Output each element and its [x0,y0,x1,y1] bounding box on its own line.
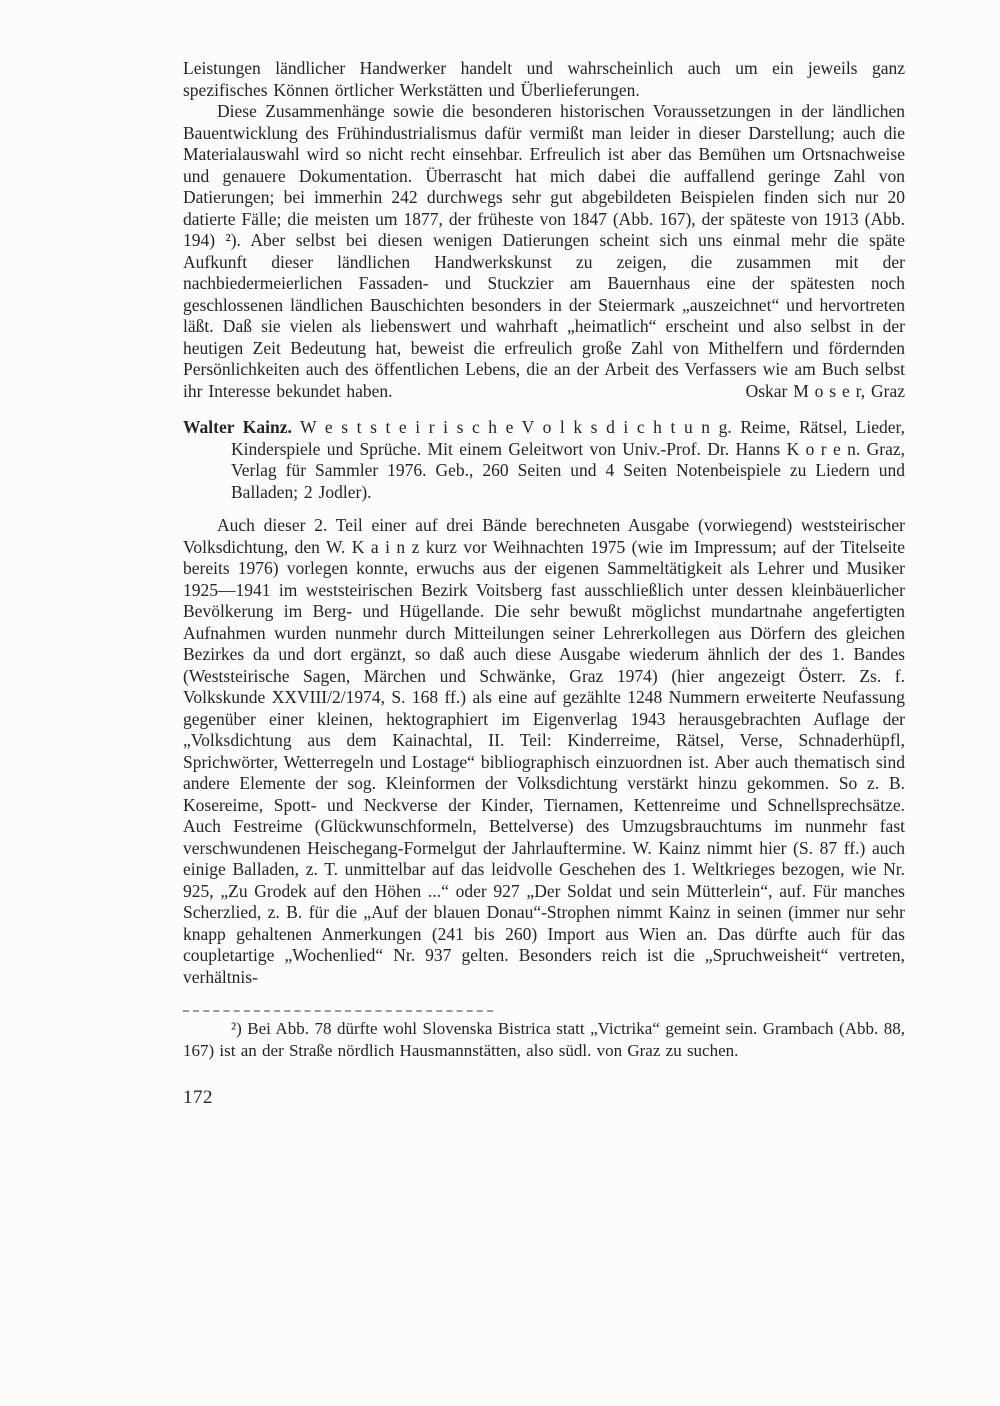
review2-main-paragraph [183,515,905,988]
footnote-block [183,1010,905,1061]
review2-author-name: Walter Kainz. [183,417,292,437]
review1-continuation-text: Leistungen ländlicher Handwerker handelt und wahrscheinlich auch um ein jeweils ganz spezifisches Können örtlicher Werkstätten und Überlieferungen. [183,58,905,100]
footnote-separator-rule [183,1010,493,1012]
review1-main-paragraph [183,101,905,402]
review1-continuation-paragraph [183,58,905,101]
page-number: 172 [183,1087,213,1108]
reviewer-signature: Oskar M o s e r, Graz [745,380,905,401]
review2-main-text: Auch dieser 2. Teil einer auf drei Bände berechneten Ausgabe (vorwiegend) weststeirischer Volksdichtung, den W. K a i n z kurz vor Weihnachten 1975 (wie im Impressum; auf der Titelseite bereits 1976) vorlegen konnte, erwuchs aus der eigenen Sammeltätigkeit als Lehrer und Musiker 1925—1941 im weststeirischen Bezirk Voitsberg fast ausschließlich unter dessen kleinbäuerlicher Bevölkerung im Berg- und Hügellande. Die sehr bewußt möglichst mundartnahe angefertigten Aufnahmen wurden nunmehr durch Mitteilungen seiner Lehrerkollegen aus Dörfern des gleichen Bezirkes da und dort ergänzt, so daß auch diese Ausgabe wiederum ähnlich der des 1. Bandes (Weststeirische Sagen, Märchen und Schwänke, Graz 1974) (hier angezeigt Österr. Zs. f. Volkskunde XXVIII/2/1974, S. 168 ff.) als eine auf gezählte 1248 Nummern erweiterte Neufassung gegenüber einer kleinen, hektographiert im Eigenverlag 1943 herausgebrachten Auflage der „Volksdichtung aus dem Kainachtal, II. Teil: Kinderreime, Rätsel, Verse, Schnaderhüpfl, Sprichwörter, Wetterregeln und Lostage“ bibliographisch einzuordnen ist. Aber auch thematisch sind andere Elemente der sog. Kleinformen der Volksdichtung verstärkt hinzu gekommen. So z. B. Kosereime, Spott- und Neckverse der Kinder, Tiernamen, Kettenreime und Schnellsprechsätze. Auch Festreime (Glückwunschformeln, Bettelverse) des Umzugsbrauchtums im nunmehr fast verschwundenen Heischegang-Formelgut der Jahrlauftermine. W. Kainz nimmt hier (S. 87 ff.) auch einige Balladen, z. T. unmittelbar auf das leidvolle Geschehen des 1. Weltkrieges bezogen, wie Nr. 925, „Zu Grodek auf den Höhen ...“ oder 927 „Der Soldat und sein Mütterlein“, auf. Für manches Scherzlied, z. B. für die „Auf der blauen Donau“-Strophen nimmt Kainz in seinen (immer nur sehr knapp gehaltenen Anmerkungen (241 bis 260) Import aus Wien an. Das dürfte auch für das coupletartige „Wochenlied“ Nr. 937 gelten. Besonders reich ist die „Spruchweisheit“ vertreten, verhältnis- [183,515,905,987]
review2-title-details: W e s t s t e i r i s c h e V o l k s d i c h t u n g. Reime, Rätsel, Lieder, Kinderspiele und Sprüche. Mit einem Geleitwort von Univ.-Prof. Dr. Hanns K o r e n. Graz, Verlag für Sammler 1976. Geb., 260 Seiten und 4 Seiten Notenbeispiele zu Liedern und Balladen; 2 Jodler). [231,417,905,502]
footnote-paragraph [183,1018,905,1061]
review2-bibliographic-heading [183,417,905,503]
footnote-text: ²) Bei Abb. 78 dürfte wohl Slovenska Bistrica statt „Victrika“ gemeint sein. Grambach (Abb. 88, 167) ist an der Straße nördlich Hausmannstätten, also südl. von Graz zu suchen. [183,1019,905,1060]
review1-main-text: Diese Zusammenhänge sowie die besonderen historischen Voraussetzungen in der ländlichen Bauentwicklung des Frühindustrialismus dafür vermißt man leider in dieser Darstellung; auch die Materialauswahl wird so nicht recht einsehbar. Erfreulich ist aber das Bemühen um Ortsnachweise und genauere Dokumentation. Überrascht hat mich dabei die auffallend geringe Zahl von Datierungen; bei immerhin 242 durchwegs sehr gut abgebildeten Beispielen finden sich nur 20 datierte Fälle; die meisten um 1877, der früheste von 1847 (Abb. 167), der späteste von 1913 (Abb. 194) ²). Aber selbst bei diesen wenigen Datierungen scheint sich uns einmal mehr die späte Aufkunft dieser ländlichen Handwerkskunst zu zeigen, die zusammen mit der nachbiedermeierlichen Fassaden- und Stuckzier am Bauernhaus eine der spätesten noch geschlossenen ländlichen Bauschichten besonders in der Steiermark „auszeichnet“ und hervortreten läßt. Daß sie vielen als liebenswert und wahrhaft „heimatlich“ erscheint und also selbst in der heutigen Zeit Bedeutung hat, beweist die erfreulich große Zahl von Mithelfern und fördernden Persönlichkeiten auch des öffentlichen Lebens, die an der Arbeit des Verfassers wie am Buch selbst ihr Interesse bekundet haben. [183,101,905,401]
